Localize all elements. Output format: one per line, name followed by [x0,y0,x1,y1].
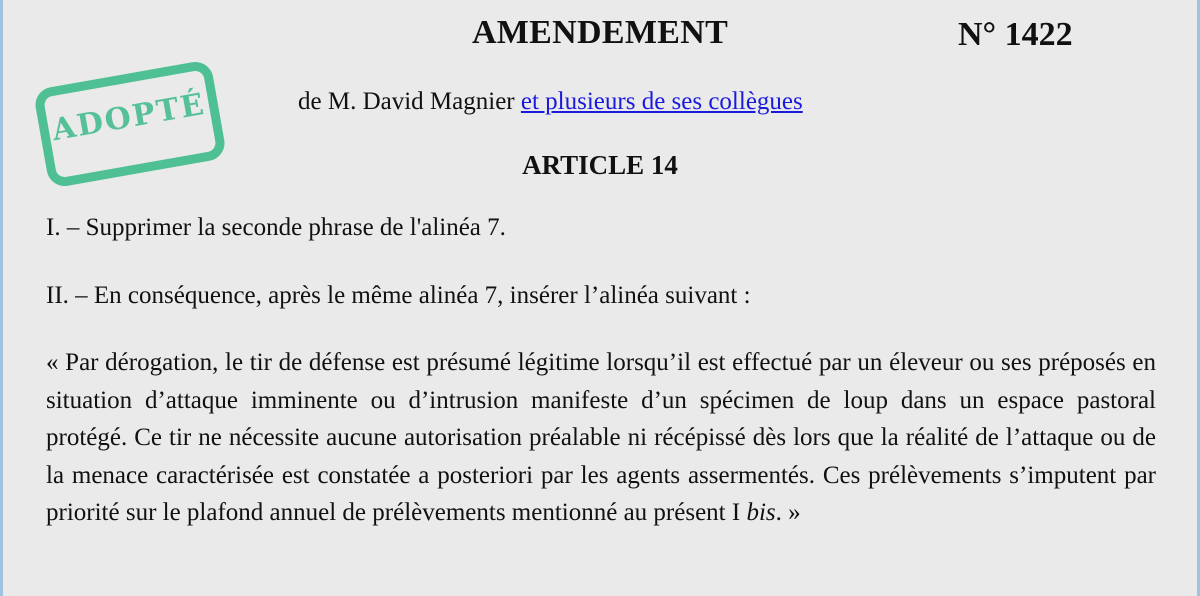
colleagues-link[interactable]: et plusieurs de ses collègues [520,88,803,115]
amendment-title: AMENDEMENT [471,14,729,51]
article-heading: ARTICLE 14 [522,150,678,180]
author-name: de M. David Magnier [298,88,515,115]
quote-end: . » [775,499,801,526]
paragraph-1: I. – Supprimer la seconde phrase de l'alinéa 7. [46,214,506,241]
inserted-paragraph [46,344,1156,532]
quote-text: « Par dérogation, le tir de défense est présumé légitime lorsqu’il est effectué par un éleveur ou ses préposés en situation d’attaque imminente ou d’intrusion manifeste d’un spécimen de loup dans un espace pastoral protégé. Ce tir ne nécessite aucune autorisation préalable ni récépissé dès lors que la réalité de l’attaque ou de la menace caractérisée est constatée a posteriori par les agents assermentés. Ces prélèvements s’imputent par priorité sur le plafond annuel de prélèvements mentionné au présent I [46,349,1156,526]
author-line [298,88,803,116]
amendment-number: N° 1422 [958,16,1073,53]
stamp-label: ADOPTÉ [49,86,209,149]
quote-italic: bis [746,499,776,526]
paragraph-2: II. – En conséquence, après le même alinéa 7, insérer l’alinéa suivant : [46,282,751,309]
